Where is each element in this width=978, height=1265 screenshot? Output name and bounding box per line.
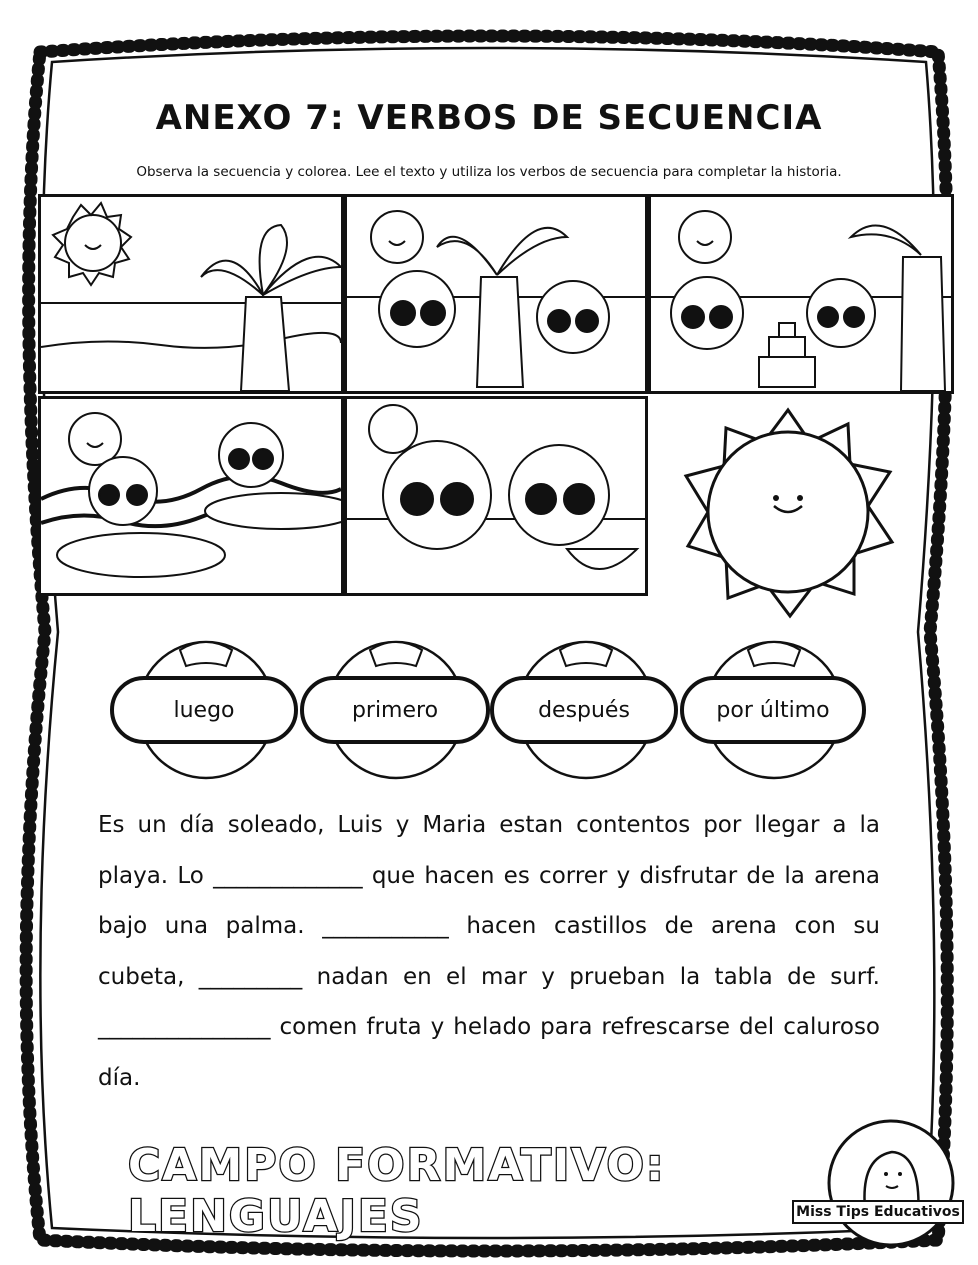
- footer-title: CAMPO FORMATIVO: LENGUAJES: [128, 1140, 666, 1242]
- logo-label: Miss Tips Educativos: [792, 1200, 964, 1224]
- instructions: Observa la secuencia y colorea. Lee el texto y utiliza los verbos de secuencia para completar la historia.: [136, 164, 842, 180]
- word-luego: luego: [110, 676, 298, 744]
- story-text: Es un día soleado, Luis y Maria estan contentos por llegar a la playa. Lo _____________ que hacen es correr y disfrutar de la arena bajo una palma. ___________ hacen castillos de arena con su cubeta, _________ nadan en el mar y prueban la tabla de surf. _______________ comen fruta y helado para refrescarse del caluroso día.: [98, 812, 880, 1091]
- word-primero: primero: [300, 676, 490, 744]
- page-title: ANEXO 7: VERBOS DE SECUENCIA: [155, 98, 823, 138]
- word-por-ultimo: por último: [680, 676, 866, 744]
- word-despues: después: [490, 676, 678, 744]
- logo-avatar-icon: [826, 1118, 956, 1248]
